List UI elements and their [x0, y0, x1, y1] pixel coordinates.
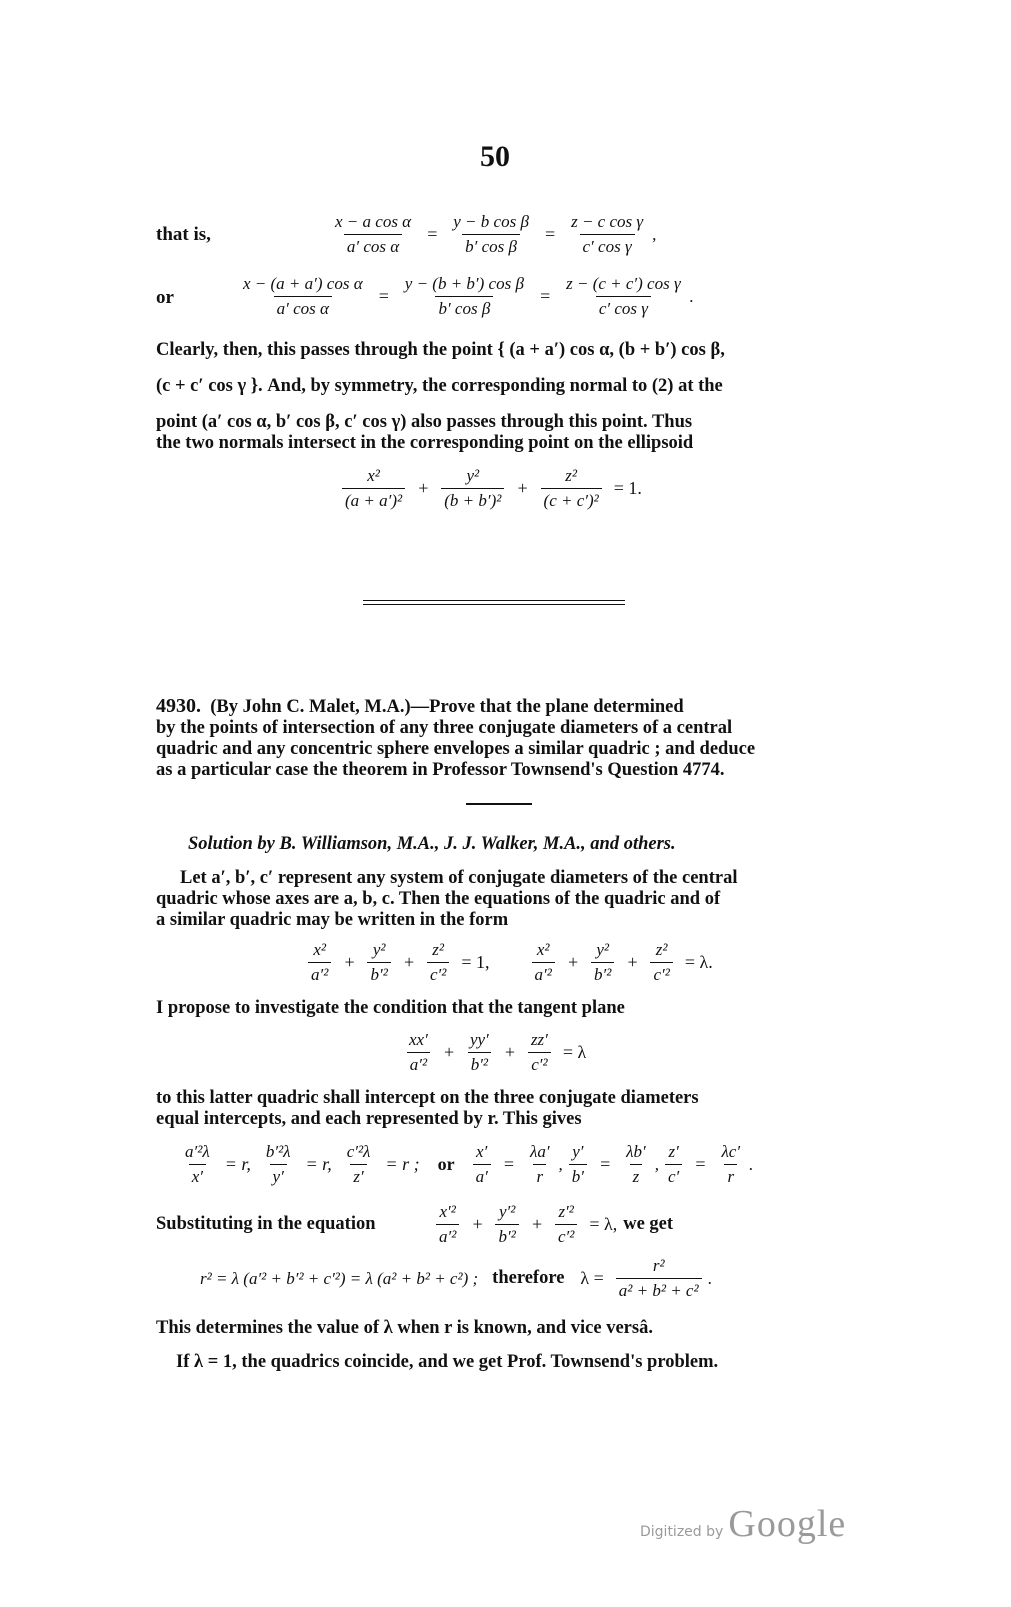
r2-num: r²: [652, 1256, 665, 1275]
question-4930: [156, 696, 842, 781]
ell-rhs: = 1.: [613, 478, 642, 498]
i-h1n: λa′: [529, 1142, 550, 1161]
section-divider-double-rule: [363, 600, 625, 605]
i-eq: =: [599, 1154, 612, 1174]
t-den-b: b′²: [468, 1052, 491, 1075]
q-num-x: x²: [313, 940, 326, 959]
t-plus: +: [442, 1042, 455, 1062]
solution-heading: Solution by B. Williamson, M.A., J. J. Walker, M.A., and others.: [188, 834, 676, 854]
ell-plus-1: +: [417, 478, 430, 498]
i-f1d: x′: [189, 1164, 206, 1187]
q2-den-a: a′²: [532, 962, 555, 985]
eq1-equals-1: =: [426, 224, 439, 244]
paragraph-line: Clearly, then, this passes through the point { (a + a′) cos α, (b + b′) cos β,: [156, 340, 725, 360]
question-line: as a particular case the theorem in Professor Townsend's Question 4774.: [156, 760, 725, 780]
solution-paragraph-5: If λ = 1, the quadrics coincide, and we get Prof. Townsend's problem.: [176, 1352, 719, 1372]
i-h3n: λc′: [721, 1142, 741, 1161]
ell-den1: (a + a′)²: [342, 488, 405, 511]
i-f2n: b′²λ: [265, 1142, 291, 1161]
q-den-c: c′²: [427, 962, 449, 985]
solution-paragraph-4: This determines the value of λ when r is known, and vice versâ.: [156, 1318, 653, 1338]
i-g1d: a′: [473, 1164, 491, 1187]
eq1-num1: x − a cos α: [335, 212, 412, 231]
r2-lhs: r² = λ (a′² + b′² + c′²) = λ (a² + b² + c²) ;: [200, 1268, 479, 1288]
q-rhs-1: = 1,: [461, 952, 490, 972]
equation-normal-2: [234, 274, 694, 319]
eq2-equals-1: =: [377, 286, 390, 306]
i-g3n: z′: [668, 1142, 679, 1161]
paragraph-line: (c + c′ cos γ }. And, by symmetry, the corresponding normal to (2) at the: [156, 376, 723, 396]
digitized-by-google-watermark: [640, 1502, 846, 1546]
s-plus: +: [530, 1214, 543, 1234]
equation-ellipsoid: [336, 466, 648, 511]
ell-den2: (b + b′)²: [441, 488, 504, 511]
q2-plus: +: [626, 952, 639, 972]
q-plus: +: [343, 952, 356, 972]
solution-paragraph-2: I propose to investigate the condition that the tangent plane: [156, 998, 625, 1018]
solution-paragraph-3: [156, 1088, 842, 1130]
i-r2: = r,: [305, 1154, 332, 1174]
i-f2d: y′: [270, 1164, 287, 1187]
i-h2d: z: [630, 1164, 643, 1187]
paragraph-line: point (a′ cos α, b′ cos β, c′ cos γ) also passes through this point. Thus: [156, 412, 693, 432]
q-den-a: a′²: [308, 962, 331, 985]
i-g3d: c′: [665, 1164, 682, 1187]
paragraph-line: a similar quadric may be written in the form: [156, 910, 509, 930]
eq1-tail: ,: [652, 224, 657, 244]
q2-den-c: c′²: [650, 962, 672, 985]
t-den-a: a′²: [407, 1052, 430, 1075]
eq1-den1: a′ cos α: [344, 234, 402, 257]
watermark-small: Digitized by: [640, 1524, 724, 1540]
paragraph-line: Let a′, b′, c′ represent any system of conjugate diameters of the central: [180, 868, 738, 888]
q-num-y: y²: [372, 940, 386, 959]
eq2-tail: .: [689, 286, 694, 306]
ell-den3: (c + c′)²: [541, 488, 602, 511]
i-r1: = r,: [224, 1154, 251, 1174]
s-tail: we get: [623, 1214, 674, 1234]
s-num-y: y′²: [498, 1202, 516, 1221]
paragraph-line: the two normals intersect in the corresponding point on the ellipsoid: [156, 433, 694, 453]
google-logo: Google: [728, 1503, 847, 1545]
eq1-den2: b′ cos β: [462, 234, 520, 257]
q-num-z: z²: [432, 940, 445, 959]
q2-num-x: x²: [536, 940, 550, 959]
equation-normal-1: [326, 212, 656, 257]
paragraph-clearly: [156, 340, 840, 454]
i-g2d: b′: [569, 1164, 587, 1187]
question-line: quadric and any concentric sphere envelopes a similar quadric ; and deduce: [156, 739, 756, 759]
eq2-equals-2: =: [538, 286, 552, 306]
equation-substitution: [430, 1202, 673, 1247]
i-eq: =: [694, 1154, 707, 1174]
paragraph-line: quadric whose axes are a, b, c. Then the equations of the quadric and of: [156, 889, 721, 909]
q-den-b: b′²: [367, 962, 390, 985]
ell-num3: z²: [565, 466, 577, 485]
that-is-label: that is,: [156, 224, 211, 245]
eq1-num3: z − c cos γ: [571, 212, 644, 231]
question-number: 4930.: [156, 695, 201, 717]
t-rhs: = λ: [562, 1042, 587, 1062]
t-num-x: xx′: [409, 1030, 428, 1049]
eq2-den2: b′ cos β: [435, 296, 493, 319]
i-eq: =: [502, 1154, 515, 1174]
paragraph-line: equal intercepts, and each represented by r. This gives: [156, 1109, 582, 1129]
t-num-z: zz′: [530, 1030, 548, 1049]
i-or: or: [437, 1154, 455, 1174]
equation-quadrics: [302, 940, 719, 985]
r2-lambda: λ =: [580, 1268, 604, 1288]
eq1-den3: c′ cos γ: [580, 234, 635, 257]
s-den-c: c′²: [555, 1224, 577, 1247]
ell-num2: y²: [466, 466, 480, 485]
s-rhs: = λ,: [589, 1214, 618, 1234]
eq1-equals-2: =: [543, 224, 557, 244]
q-plus: +: [402, 952, 415, 972]
r2-tail: .: [707, 1268, 712, 1288]
solution-paragraph-1: [156, 868, 842, 931]
or-label: or: [156, 287, 174, 308]
i-f1n: a′²λ: [185, 1142, 210, 1161]
i-g2n: y′: [572, 1142, 584, 1161]
paragraph-line: to this latter quadric shall intercept on the three conjugate diameters: [156, 1088, 699, 1108]
s-den-a: a′²: [436, 1224, 459, 1247]
s-den-b: b′²: [495, 1224, 518, 1247]
equation-tangent-plane: [400, 1030, 592, 1075]
q2-plus: +: [566, 952, 579, 972]
t-num-y: yy′: [469, 1030, 489, 1049]
question-line: by the points of intersection of any three conjugate diameters of a central: [156, 718, 733, 738]
short-rule: [466, 803, 532, 805]
i-h3d: r: [724, 1164, 737, 1187]
ell-num1: x²: [367, 466, 380, 485]
page-number: 50: [480, 140, 510, 173]
s-plus: +: [471, 1214, 484, 1234]
eq2-den3: c′ cos γ: [596, 296, 651, 319]
t-plus: +: [503, 1042, 516, 1062]
i-g1n: x′: [476, 1142, 488, 1161]
s-num-z: z′²: [558, 1202, 574, 1221]
q2-num-z: z²: [655, 940, 668, 959]
i-r3: = r ;: [385, 1154, 420, 1174]
equation-r-squared: [200, 1256, 712, 1301]
i-f3n: c′²λ: [346, 1142, 371, 1161]
eq1-num2: y − b cos β: [453, 212, 529, 231]
q2-num-y: y²: [596, 940, 609, 959]
eq2-num1: x − (a + a′) cos α: [243, 274, 363, 293]
t-den-c: c′²: [528, 1052, 550, 1075]
s-num-x: x′²: [439, 1202, 456, 1221]
eq2-den1: a′ cos α: [274, 296, 332, 319]
eq2-num2: y − (b + b′) cos β: [404, 274, 524, 293]
r2-den: a² + b² + c²: [616, 1278, 702, 1301]
r2-therefore: therefore: [492, 1268, 565, 1288]
question-line: (By John C. Malet, M.A.)—Prove that the plane determined: [210, 697, 684, 717]
eq2-num3: z − (c + c′) cos γ: [566, 274, 681, 293]
substituting-text: Substituting in the equation: [156, 1214, 376, 1234]
equation-intercepts: $\frac{\text{a′²λ}}{x'}$ = r, $\frac{\text{b′²λ}}{y'}$ = r, $\frac{\text{c′²λ}}{z'}$ = r ; or $\frac{x'}{a'}$ = $\frac{\lambda a'}{r}$ , $\frac{y'}{b'}$ = $\frac{\lambda b'}{z}$ , $\frac{z'}{c'}$ = $\frac{\lambda c'}{r}$ .: [176, 1142, 753, 1187]
i-h1d: r: [533, 1164, 546, 1187]
i-h2n: λb′: [626, 1142, 646, 1161]
i-f3d: z′: [350, 1164, 366, 1187]
q2-rhs: = λ.: [684, 952, 713, 972]
q2-den-b: b′²: [591, 962, 614, 985]
ell-plus-2: +: [516, 478, 529, 498]
